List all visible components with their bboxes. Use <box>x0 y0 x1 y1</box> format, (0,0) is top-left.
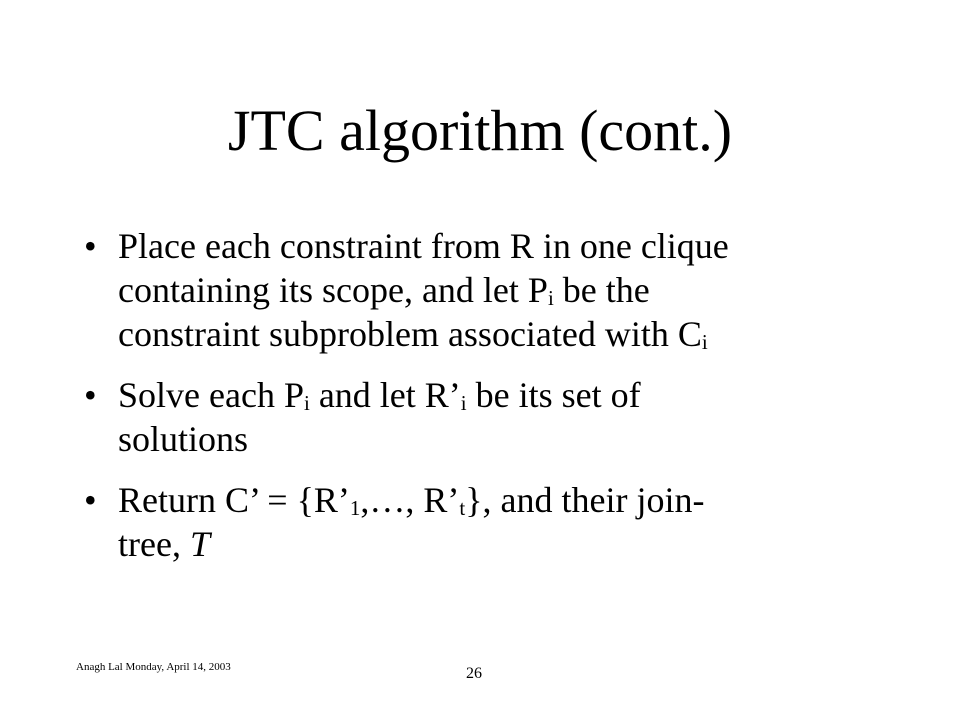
bullet-text-line: }, and their join- <box>465 480 705 520</box>
bullet-text-line: Return C’ = {R’ <box>118 480 350 520</box>
slide-title: JTC algorithm (cont.) <box>227 98 733 163</box>
bullet-text-line: solutions <box>118 419 249 459</box>
bullet-dot: • <box>84 480 97 520</box>
bullet-text-line: be its set of <box>466 375 641 415</box>
page-number: 26 <box>466 665 482 682</box>
italic-variable: T <box>189 524 210 564</box>
bullet-text-line: ,…, R’ <box>360 480 460 520</box>
bullet-text-line: and let R’ <box>309 375 461 415</box>
bullet-text-line: tree, <box>118 524 190 564</box>
subscript: 1 <box>349 496 361 520</box>
subscript: i <box>303 391 310 415</box>
bullet-dot: • <box>84 226 97 266</box>
bullet-item-place-constraint <box>84 224 844 356</box>
bullet-item-return <box>84 478 844 566</box>
bullet-dot: • <box>84 375 97 415</box>
bullet-text-line: containing its scope, and let P <box>118 270 548 310</box>
subscript: i <box>547 286 554 310</box>
bullet-text-line: be the <box>553 270 650 310</box>
bullet-text-line: constraint subproblem associated with C <box>118 314 702 354</box>
bullet-text-line: Place each constraint from R in one clique <box>118 226 729 266</box>
bullet-item-solve <box>84 373 844 461</box>
subscript: i <box>460 391 467 415</box>
bullet-text-line: Solve each P <box>118 375 304 415</box>
footer-author-date: Anagh Lal Monday, April 14, 2003 <box>76 661 231 673</box>
subscript: t <box>459 496 466 520</box>
bullet-list <box>84 224 844 583</box>
subscript: i <box>701 330 708 354</box>
